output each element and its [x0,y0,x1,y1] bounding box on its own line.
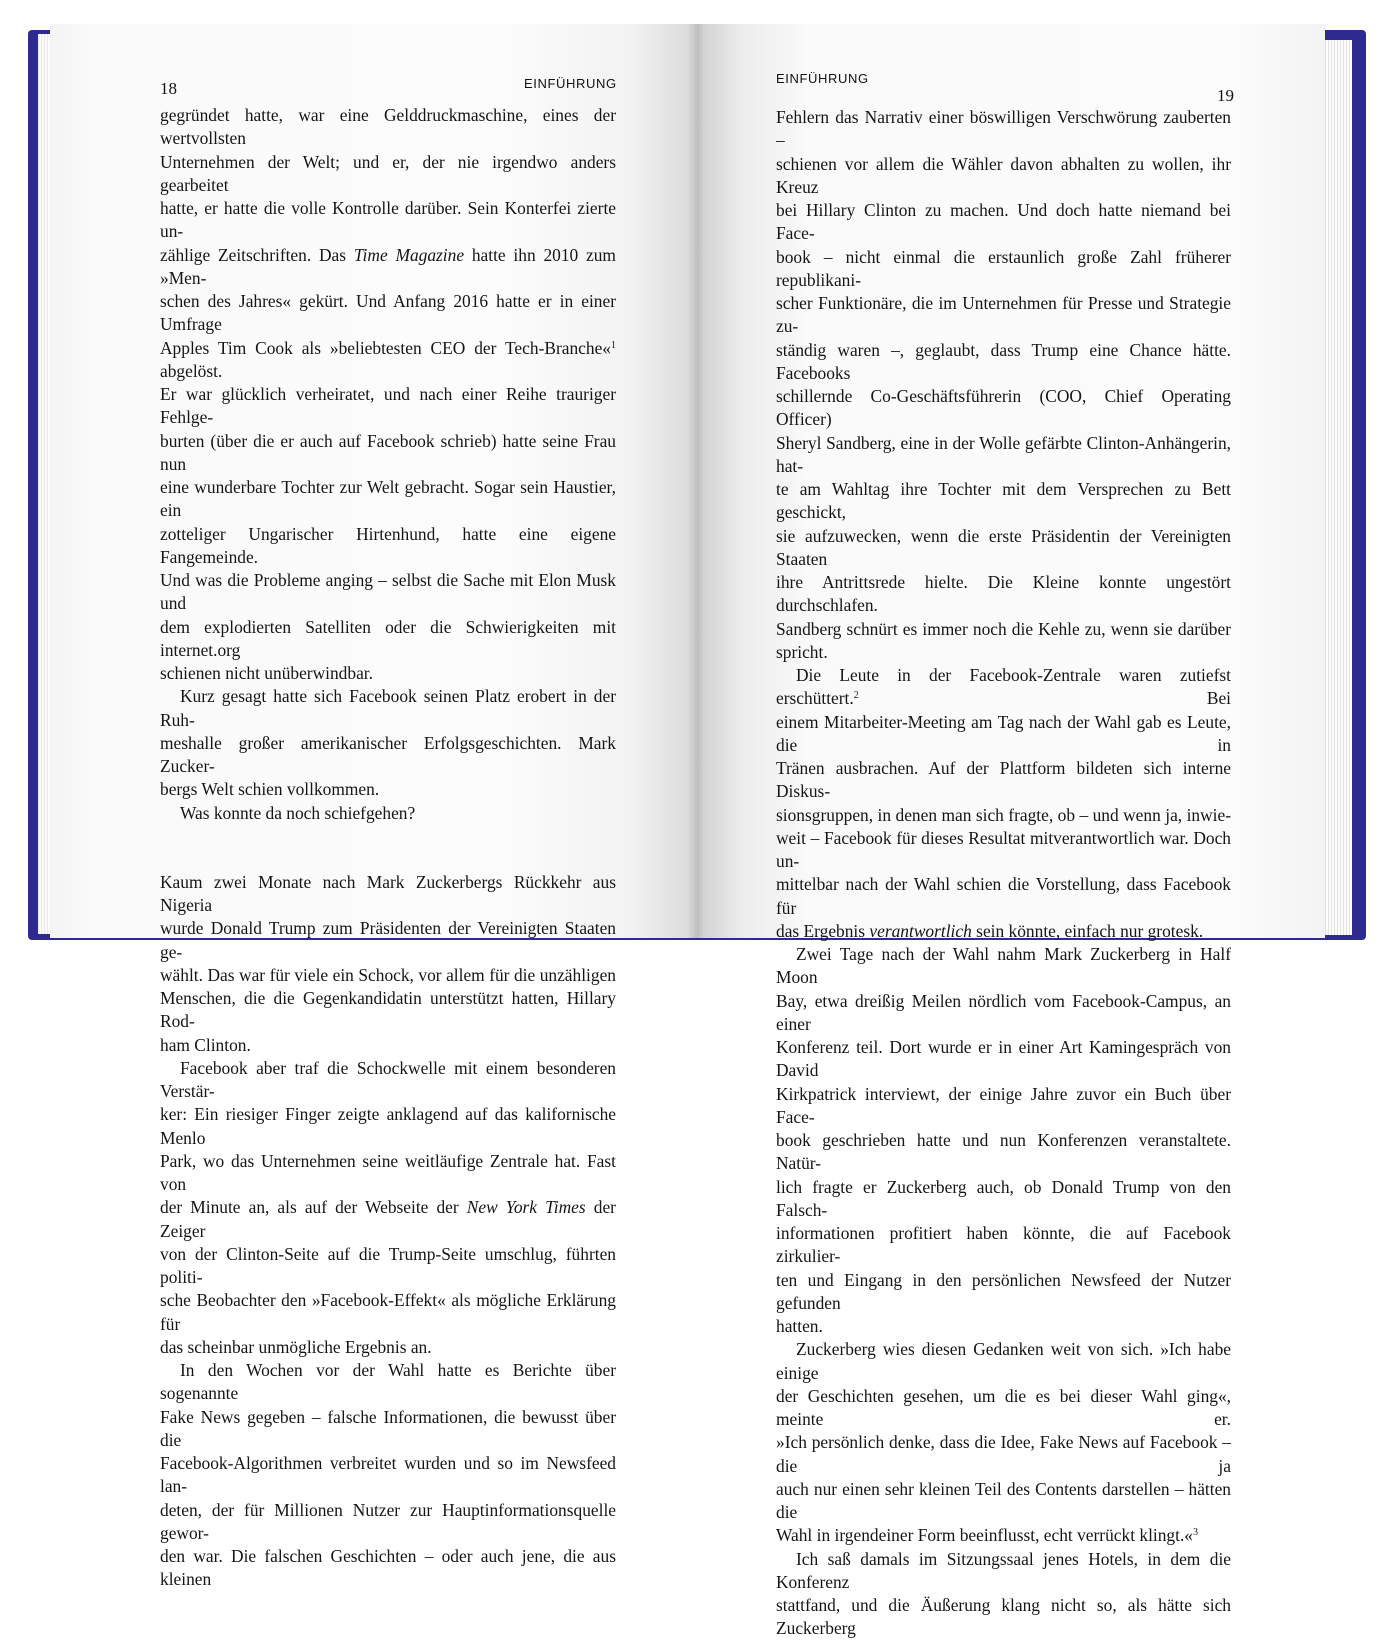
text-line: book – nicht einmal die erstaunlich große Zahl früherer republikani- [776,246,1231,290]
footnote-ref: 3 [1193,1527,1199,1539]
text-line: schen des Jahres« gekürt. Und Anfang 2016 hatte er in einer Umfrage [160,291,616,335]
text-line: Facebook-Algorithmen verbreitet wurden und so im Newsfeed lan- [160,1453,616,1497]
text-line: Sandberg schnürt es immer noch die Kehle zu, wenn sie darüber [776,618,1231,639]
text-line: lich fragte er Zuckerberg auch, ob Donald Trump von den Falsch- [776,1176,1231,1220]
footnote-ref: 1 [611,339,616,351]
text-line: dem explodierten Satelliten oder die Schwierigkeiten mit internet.org [160,616,616,660]
running-head: EINFÜHRUNG [776,71,869,86]
text-line: scher Funktionäre, die im Unternehmen für Presse und Strategie zu- [776,293,1231,337]
body-text [776,106,1231,1641]
text-line: einem Mitarbeiter-Meeting am Tag nach der Wahl gab es Leute, die in [776,711,1231,755]
text-line: Tränen ausbrachen. Auf der Plattform bildeten sich interne Diskus- [776,758,1231,802]
text-line: Unternehmen der Welt; und er, der nie irgendwo anders gearbeitet [160,151,616,195]
text-line: Facebook aber traf die Schockwelle mit einem besonderen Verstär- [160,1057,616,1101]
text-line: informationen profitiert haben könnte, die auf Facebook zirkulier- [776,1223,1231,1267]
text-line: Kaum zwei Monate nach Mark Zuckerbergs Rückkehr aus Nigeria [160,871,616,915]
footnote-ref: 2 [853,690,859,702]
text-line: ten und Eingang in den persönlichen Newsfeed der Nutzer gefunden [776,1269,1231,1313]
text-line: meshalle großer amerikanischer Erfolgsgeschichten. Mark Zucker- [160,732,616,776]
emphasis: verantwortlich [869,920,972,941]
text-line: Zuckerberg wies diesen Gedanken weit von sich. »Ich habe einige [776,1339,1231,1383]
text-line: In den Wochen vor der Wahl hatte es Berichte über sogenannte [160,1360,616,1404]
text-line: te am Wahltag ihre Tochter mit dem Versprechen zu Bett geschickt, [776,479,1231,523]
right-page [697,24,1325,1639]
text-line: Fake News gegeben – falsche Informationen, die bewusst über die [160,1406,616,1450]
running-head: EINFÜHRUNG [524,76,617,91]
text-line: ständig waren –, geglaubt, dass Trump eine Chance hätte. Facebooks [776,339,1231,383]
text-line: ker: Ein riesiger Finger zeigte anklagend auf das kalifornische Menlo [160,1104,616,1148]
emphasis: Time Magazine [353,244,465,265]
text-line: Konferenz teil. Dort wurde er in einer Art Kamingespräch von David [776,1037,1231,1081]
text-line: der Minute an, als auf der Webseite der New York Times der Zeiger [160,1197,616,1241]
text-line: Zwei Tage nach der Wahl nahm Mark Zuckerberg in Half Moon [776,944,1231,988]
text-line: weit – Facebook für dieses Resultat mitverantwortlich war. Doch un- [776,827,1231,871]
text-line: Wahl in irgendeiner Form beeinflusst, echt verrückt klingt.«$^3$ [776,1525,1199,1546]
text-line: schienen vor allem die Wähler davon abhalten zu wollen, ihr Kreuz [776,153,1231,197]
text-line: Bay, etwa dreißig Meilen nördlich vom Facebook-Campus, an einer [776,990,1231,1034]
book-gutter [688,24,704,938]
text-line: wurde Donald Trump zum Präsidenten der Vereinigten Staaten ge- [160,918,616,962]
text-line: book geschrieben hatte und nun Konferenzen veranstaltete. Natür- [776,1130,1231,1174]
text-line: auch nur einen sehr kleinen Teil des Contents darstellen – hätten die [776,1478,1231,1522]
text-line: stattfand, und die Äußerung klang nicht so, als hätte sich Zuckerberg [776,1595,1231,1639]
text-line: Menschen, die die Gegenkandidatin unterstützt hatten, Hillary Rod- [160,988,616,1032]
text-line: sionsgruppen, in denen man sich fragte, ob – und wenn ja, inwie- [776,804,1231,825]
text-line: sie aufzuwecken, wenn die erste Präsidentin der Vereinigten Staaten [776,525,1231,569]
text-line: Fehlern das Narrativ einer böswilligen Verschwörung zauberten – [776,107,1231,151]
text-line: ihre Antrittsrede hielte. Die Kleine konnte ungestört durchschlafen. [776,572,1231,616]
text-line: Ich saß damals im Sitzungssaal jenes Hotels, in dem die Konferenz [776,1548,1231,1592]
emphasis: New York Times [466,1197,586,1218]
text-line: sche Beobachter den »Facebook-Effekt« als mögliche Erklärung für [160,1290,616,1334]
text-line: wählt. Das war für viele ein Schock, vor allem für die unzähligen [160,964,616,985]
text-line: von der Clinton-Seite auf die Trump-Seite umschlug, führten politi- [160,1243,616,1287]
text-line: spricht. [776,641,828,662]
text-line: das Ergebnis verantwortlich sein könnte, einfach nur grotesk. [776,920,1204,941]
text-line: mittelbar nach der Wahl schien die Vorstellung, dass Facebook für [776,874,1231,918]
text-line: Park, wo das Unternehmen seine weitläufige Zentrale hat. Fast von [160,1150,616,1194]
text-line: Kurz gesagt hatte sich Facebook seinen Platz erobert in der Ruh- [160,686,616,730]
text-line: zotteliger Ungarischer Hirtenhund, hatte eine eigene Fangemeinde. [160,523,616,567]
text-line: ham Clinton. [160,1034,251,1055]
text-line: Die Leute in der Facebook-Zentrale waren zutiefst erschüttert.$^2$ Bei [776,665,1231,709]
text-line: der Geschichten gesehen, um die es bei dieser Wahl ging«, meinte er. [776,1385,1231,1429]
text-line: gegründet hatte, war eine Gelddruckmaschine, eines der wertvollsten [160,105,616,149]
text-line: deten, der für Millionen Nutzer zur Hauptinformationsquelle gewor- [160,1499,616,1543]
text-line: bei Hillary Clinton zu machen. Und doch hatte niemand bei Face- [776,200,1231,244]
text-line: Was konnte da noch schiefgehen? [180,802,416,823]
text-line: Er war glücklich verheiratet, und nach einer Reihe trauriger Fehlge- [160,384,616,428]
text-line: Sheryl Sandberg, eine in der Wolle gefärbte Clinton-Anhängerin, hat- [776,432,1231,476]
text-line: zählige Zeitschriften. Das Time Magazine hatte ihn 2010 zum »Men- [160,244,616,288]
page-number: 19 [1217,86,1234,105]
text-line: schillernde Co-Geschäftsführerin (COO, Chief Operating Officer) [776,386,1231,430]
text-line: das scheinbar unmögliche Ergebnis an. [160,1336,432,1357]
text-line: Apples Tim Cook als »beliebtesten CEO der Tech-Branche«$^1$ abgelöst. [160,337,616,381]
text-line: schienen nicht unüberwindbar. [160,663,373,683]
text-line: Und was die Probleme anging – selbst die Sache mit Elon Musk und [160,570,616,614]
text-line: den war. Die falschen Geschichten – oder auch jene, die aus kleinen [160,1546,616,1590]
left-page [50,24,697,1590]
text-line: »Ich persönlich denke, dass die Idee, Fake News auf Facebook – die ja [776,1432,1231,1476]
body-text [160,104,616,1592]
text-line: eine wunderbare Tochter zur Welt gebracht. Sogar sein Haustier, ein [160,477,616,521]
page-number: 18 [160,79,177,98]
text-line: hatte, er hatte die volle Kontrolle darüber. Sein Konterfei zierte un- [160,198,616,242]
text-line: hatten. [776,1316,823,1336]
text-line: burten (über die er auch auf Facebook schrieb) hatte seine Frau nun [160,430,616,474]
text-line: Kirkpatrick interviewt, der einige Jahre zuvor ein Buch über Face- [776,1083,1231,1127]
text-line: bergs Welt schien vollkommen. [160,779,380,800]
